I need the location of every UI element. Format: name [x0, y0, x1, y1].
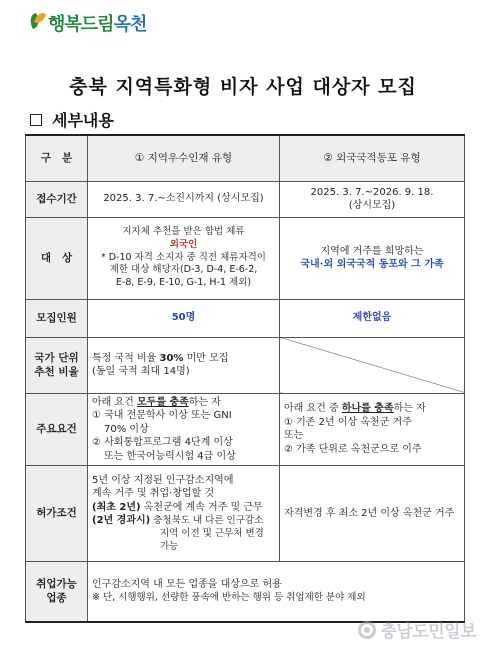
permit-col1-line1: 5년 이상 지정된 인구감소지역에 — [92, 474, 234, 486]
target-col2-highlight: 국내·외 외국국적 동포와 그 가족 — [300, 259, 444, 270]
permit-col1-first — [92, 501, 275, 515]
jobs-content — [88, 562, 465, 622]
watermark-logo-icon — [358, 621, 376, 639]
period-col2-line1: 2025. 3. 7.~2026. 9. 18. — [310, 186, 434, 198]
requirements-col1 — [88, 393, 280, 466]
recruit-label: 모집인원 — [26, 299, 88, 337]
table-header-row — [26, 135, 465, 181]
permit-col1 — [88, 466, 280, 562]
nation-row — [26, 337, 465, 393]
period-label: 접수기간 — [26, 181, 88, 217]
leaf-logo-icon — [30, 12, 46, 34]
recruit-col2: 제한없음 — [280, 299, 465, 337]
requirements-col2-pre: 아래 요건 중 — [284, 403, 342, 415]
requirements-col1-post: 하는 자 — [188, 396, 221, 408]
target-col2 — [280, 217, 465, 299]
permit-col1-line4: 충청북도 내 다른 인구감소 — [150, 515, 264, 527]
jobs-label-line1: 취업가능 — [36, 578, 77, 591]
permit-col1-line5: 지역 이전 및 근무처 변경 — [160, 527, 264, 539]
jobs-line1: 인구감소지역 내 모든 업종을 대상으로 허용 — [92, 579, 282, 591]
requirements-col2-item1a: ① 기존 2년 이상 옥천군 거주 — [284, 416, 412, 428]
target-col1-highlight: 외국인 — [169, 238, 198, 250]
requirements-label: 주요요건 — [26, 393, 88, 466]
period-col2-line2: (상시모집) — [348, 200, 396, 211]
recruit-col1: 50명 — [88, 299, 280, 337]
checkbox-square-icon — [30, 114, 42, 126]
nation-label — [26, 337, 88, 393]
nation-col1-line2: (동일 국적 최대 14명) — [92, 366, 190, 377]
nation-label-line1: 국가 단위 — [34, 351, 79, 364]
section-heading-text: 세부내용 — [52, 111, 114, 130]
logo-text — [48, 10, 146, 36]
logo-part2: 옥천 — [113, 14, 147, 35]
permit-after-two-years: (2년 경과시) — [92, 515, 151, 527]
details-table — [25, 134, 465, 623]
nation-col1-line1 — [92, 352, 275, 366]
permit-row — [26, 466, 465, 562]
requirements-col1-item2b: 또는 한국어능력시험 4급 이상 — [104, 450, 236, 462]
page-title: 충북 지역특화형 비자 사업 대상자 모집 — [69, 76, 417, 98]
logo-part1: 행복드림 — [48, 14, 114, 35]
okcheon-logo — [30, 8, 146, 38]
requirements-col1-bold: 모두를 충족 — [137, 396, 189, 408]
nation-label-line2: 추천 비율 — [34, 366, 79, 378]
requirements-col2 — [280, 393, 465, 466]
watermark-text: 충남도민일보 — [380, 622, 476, 642]
section-heading — [30, 108, 114, 131]
permit-first-two-years: (최초 2년) — [92, 501, 141, 513]
requirements-col1-intro — [92, 396, 275, 410]
permit-col1-line6: 가능 — [160, 540, 179, 552]
jobs-label-line2: 업종 — [46, 592, 67, 605]
target-col2-line1: 지역에 거주를 희망하는 — [320, 245, 424, 257]
requirements-col2-post: 하는 자 — [393, 403, 426, 415]
header-col1: ① 지역우수인재 유형 — [88, 135, 280, 181]
nation-col1-pre: 특정 국적 비율 — [92, 352, 160, 364]
nation-col1 — [88, 337, 280, 393]
recruit-row — [26, 299, 465, 337]
target-row — [26, 217, 465, 299]
requirements-col2-item2: ② 가족 단위로 옥천군으로 이주 — [284, 443, 422, 455]
target-col1-line5: E-8, E-9, E-10, G-1, H-1 제외) — [115, 277, 252, 289]
permit-col2: 자격변경 후 최소 2년 이상 옥천군 거주 — [280, 466, 465, 562]
requirements-row — [26, 393, 465, 466]
requirements-col1-pre: 아래 요건 — [92, 396, 137, 408]
target-col1-line4: 제한 대상 해당자(D-3, D-4, E-6-2, — [109, 264, 258, 276]
requirements-col1-item1a: ① 국내 전문학사 이상 또는 GNI — [92, 410, 232, 421]
nation-col1-bold: 30% — [159, 352, 184, 364]
permit-col1-after — [92, 514, 275, 528]
header-col2: ② 외국국적동포 유형 — [280, 135, 465, 181]
jobs-label — [26, 562, 88, 622]
target-col1-line3: * D-10 자격 소지자 중 직전 체류자격이 — [100, 251, 266, 263]
requirements-col2-item1b: 또는 — [284, 430, 304, 442]
period-col2 — [280, 181, 465, 217]
header-label: 구 분 — [26, 135, 88, 181]
requirements-col1-item1b: 70% 이상 — [104, 423, 149, 435]
permit-col1-line2: 계속 거주 및 취업·창업할 것 — [92, 488, 215, 500]
watermark — [358, 617, 476, 642]
permit-col1-line3: 옥천군에 계속 거주 및 근무 — [140, 501, 263, 513]
period-col1: 2025. 3. 7.~소진시까지 (상시모집) — [88, 181, 280, 217]
requirements-col1-item2a: ② 사회통합프로그램 4단계 이상 — [92, 437, 233, 448]
requirements-col2-intro — [284, 402, 460, 416]
jobs-line2: ※ 단, 시행행위, 선량한 풍속에 반하는 행위 등 취업제한 분야 제외 — [92, 591, 366, 603]
target-label: 대 상 — [26, 217, 88, 299]
nation-col2-empty — [280, 337, 465, 393]
period-row — [26, 181, 465, 217]
permit-label: 허가조건 — [26, 466, 88, 562]
requirements-col2-bold: 하나를 충족 — [341, 403, 394, 415]
nation-col1-post: 미만 모집 — [183, 352, 229, 364]
target-col1-line1: 지자체 추천을 받은 합법 체류 — [122, 225, 245, 237]
jobs-row — [26, 562, 465, 622]
target-col1 — [88, 217, 280, 299]
